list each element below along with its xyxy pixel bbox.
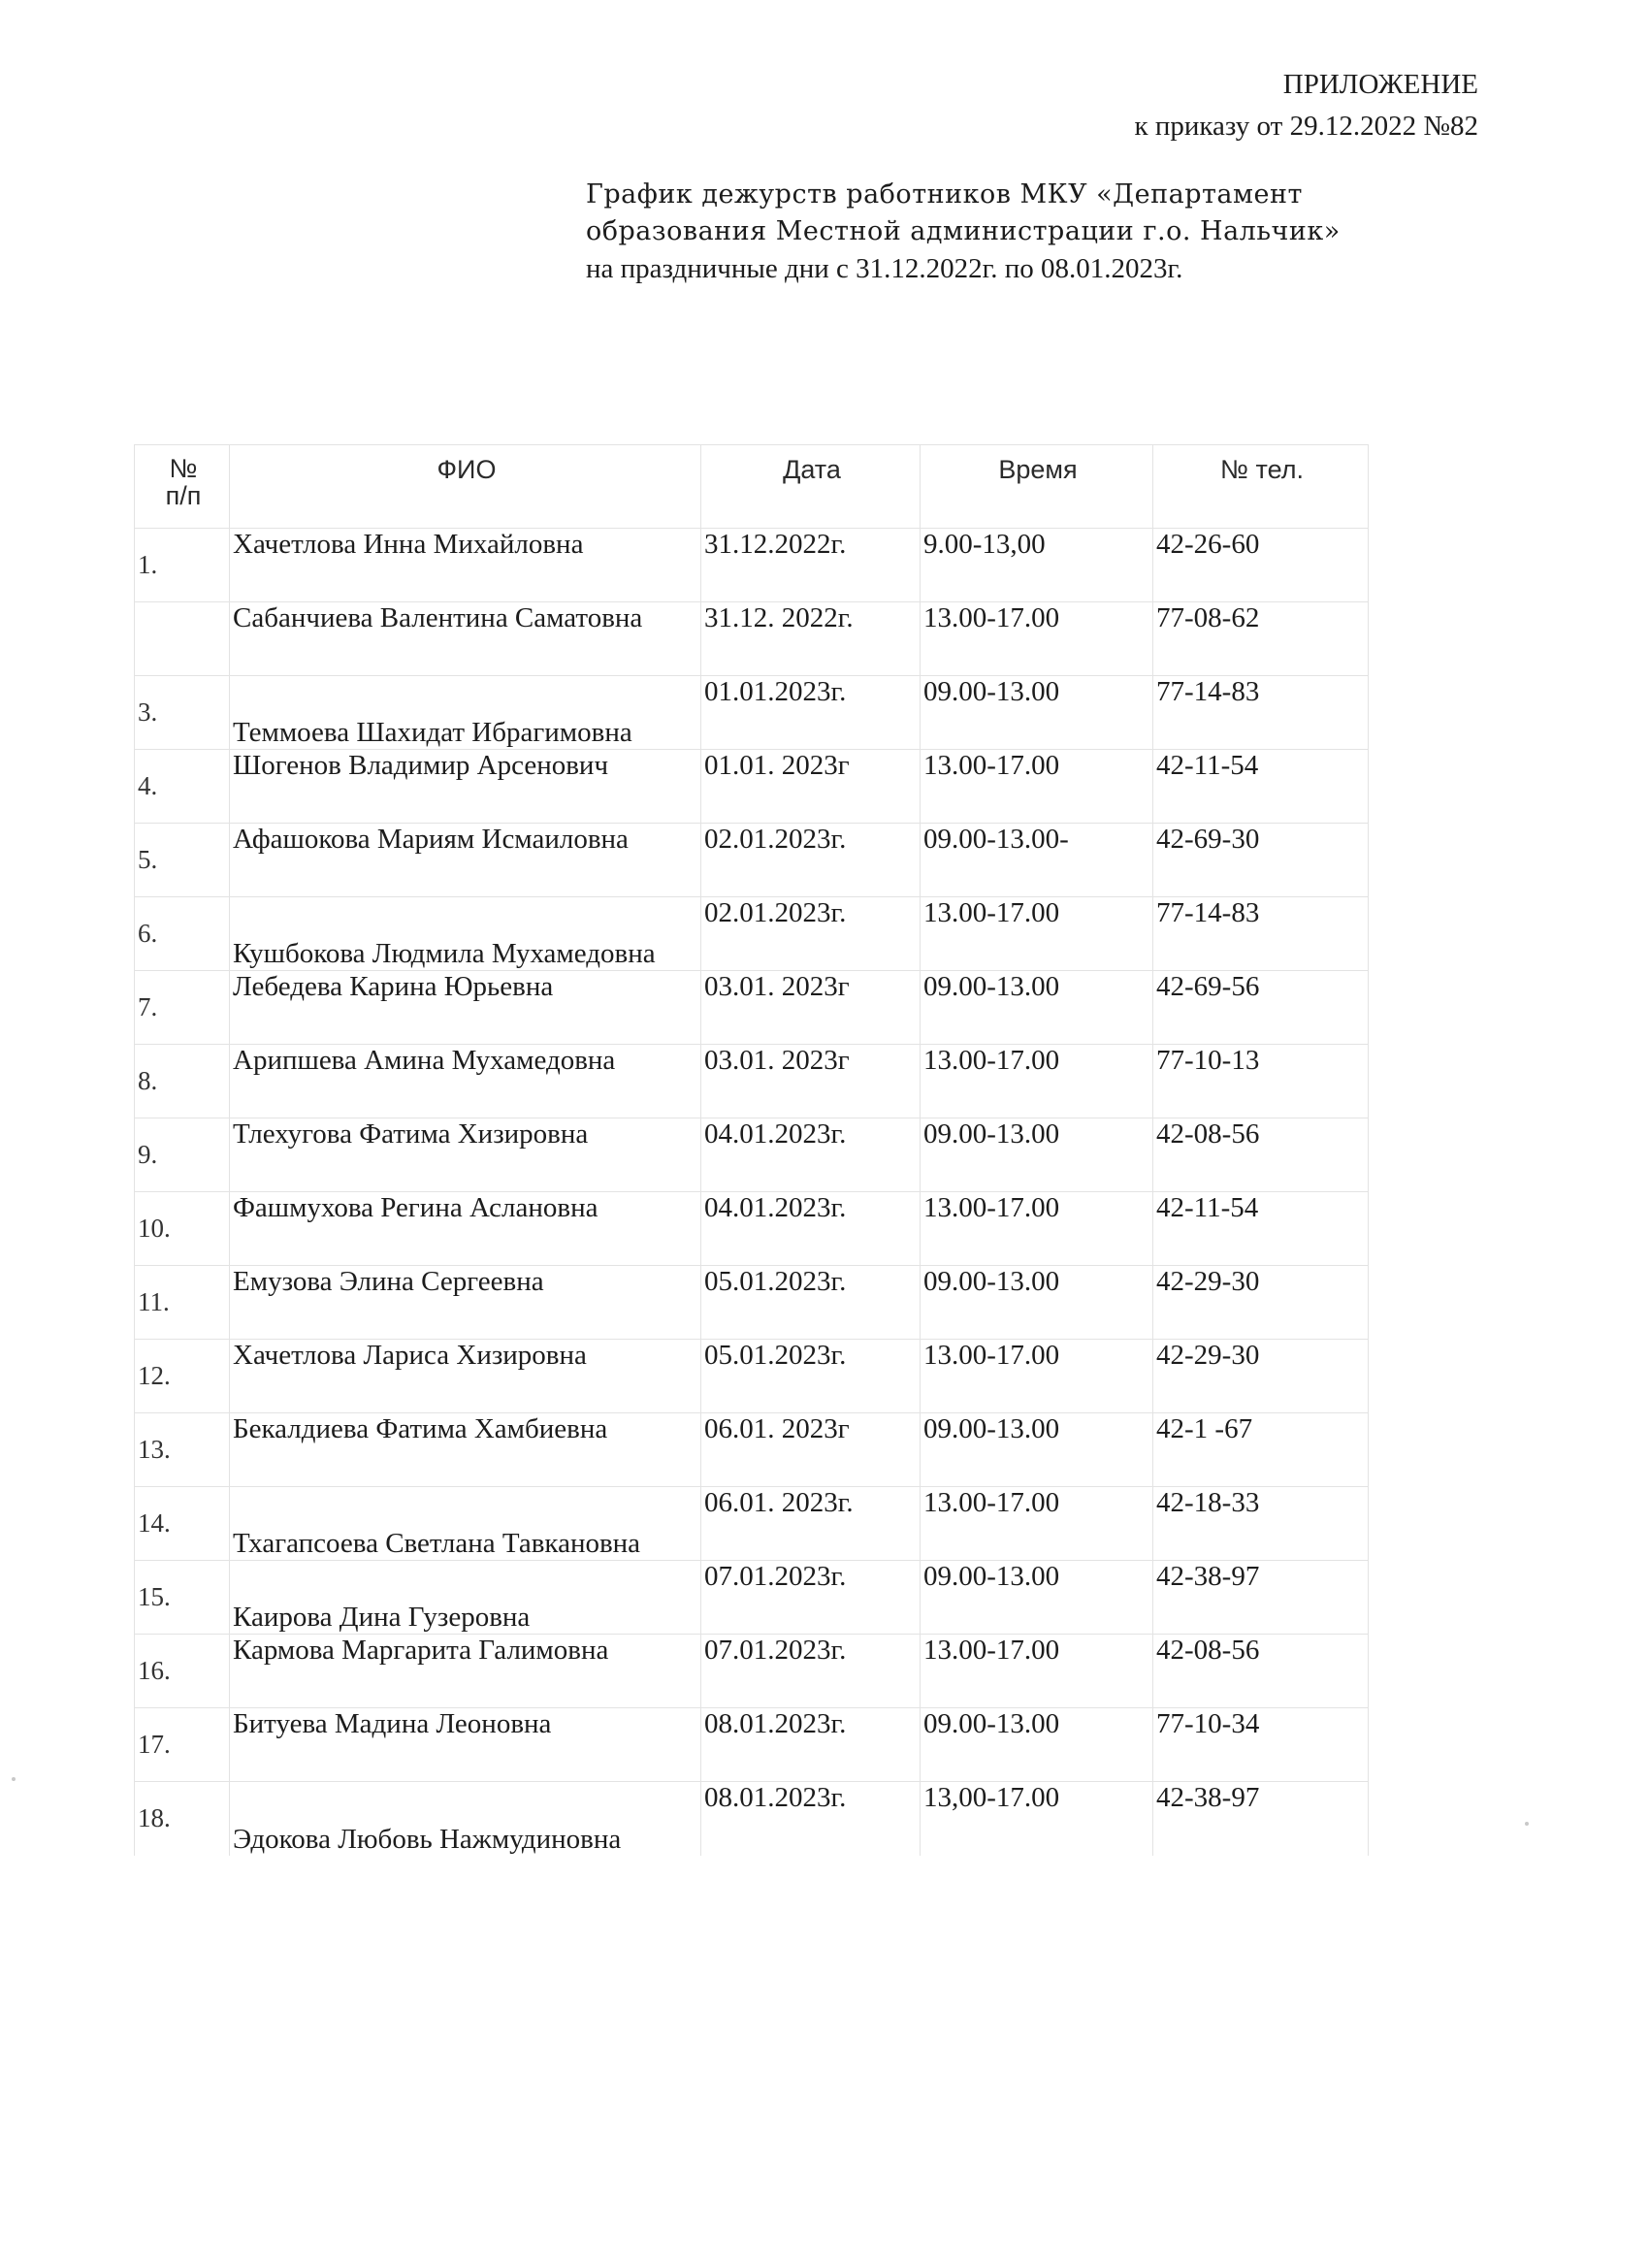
row-date: 02.01.2023г. (701, 897, 921, 971)
row-fio: Емузова Элина Сергеевна (230, 1266, 701, 1340)
row-tel: 77-10-34 (1153, 1708, 1369, 1782)
row-num: 16. (135, 1635, 230, 1708)
row-num: 12. (135, 1340, 230, 1413)
table-row (135, 1635, 1369, 1708)
row-date: 04.01.2023г. (701, 1192, 921, 1266)
row-tel: 42-26-60 (1153, 529, 1369, 602)
row-time: 9.00-13,00 (921, 529, 1153, 602)
row-time: 09.00-13.00 (921, 1266, 1153, 1340)
document-title (586, 177, 1341, 287)
row-time: 09.00-13.00- (921, 824, 1153, 897)
appendix-header (1135, 64, 1478, 147)
row-time: 13,00-17.00 (921, 1782, 1153, 1856)
row-time: 09.00-13.00 (921, 971, 1153, 1045)
row-fio: Каирова Дина Гузеровна (230, 1561, 701, 1635)
row-tel: 42-11-54 (1153, 1192, 1369, 1266)
row-fio: Фашмухова Регина Аслановна (230, 1192, 701, 1266)
row-date: 08.01.2023г. (701, 1708, 921, 1782)
row-tel: 42-18-33 (1153, 1487, 1369, 1561)
row-tel: 77-14-83 (1153, 897, 1369, 971)
row-tel: 42-69-56 (1153, 971, 1369, 1045)
header-tel: № тел. (1153, 445, 1369, 529)
table-row (135, 1561, 1369, 1635)
row-time: 09.00-13.00 (921, 1708, 1153, 1782)
row-time: 09.00-13.00 (921, 1413, 1153, 1487)
row-tel: 42-11-54 (1153, 750, 1369, 824)
header-num: № п/п (135, 445, 230, 529)
table-row (135, 1782, 1369, 1856)
row-num: 17. (135, 1708, 230, 1782)
table-header-row (135, 445, 1369, 529)
row-num: 1. (135, 529, 230, 602)
row-num: 15. (135, 1561, 230, 1635)
row-fio: Афашокова Мариям Исмаиловна (230, 824, 701, 897)
header-date: Дата (701, 445, 921, 529)
table-row (135, 1413, 1369, 1487)
row-date: 05.01.2023г. (701, 1340, 921, 1413)
table-row (135, 1340, 1369, 1413)
row-fio: Сабанчиева Валентина Саматовна (230, 602, 701, 676)
row-tel: 42-29-30 (1153, 1266, 1369, 1340)
scan-speck (1525, 1822, 1529, 1826)
table-row (135, 971, 1369, 1045)
row-tel: 77-08-62 (1153, 602, 1369, 676)
row-date: 07.01.2023г. (701, 1561, 921, 1635)
row-num: 18. (135, 1782, 230, 1856)
duty-schedule-table (134, 444, 1369, 1856)
row-date: 01.01. 2023г (701, 750, 921, 824)
row-fio: Лебедева Карина Юрьевна (230, 971, 701, 1045)
header-time: Время (921, 445, 1153, 529)
table-row (135, 676, 1369, 750)
row-num: 10. (135, 1192, 230, 1266)
row-time: 13.00-17.00 (921, 1340, 1153, 1413)
row-fio: Теммоева Шахидат Ибрагимовна (230, 676, 701, 750)
scan-speck (12, 1777, 16, 1781)
table-row (135, 897, 1369, 971)
title-line-2: образования Местной администрации г.о. Нальчик» (586, 216, 1341, 246)
row-time: 13.00-17.00 (921, 750, 1153, 824)
row-tel: 42-38-97 (1153, 1782, 1369, 1856)
row-num: 9. (135, 1118, 230, 1192)
row-time: 13.00-17.00 (921, 1487, 1153, 1561)
row-date: 31.12. 2022г. (701, 602, 921, 676)
row-tel: 42-69-30 (1153, 824, 1369, 897)
row-date: 31.12.2022г. (701, 529, 921, 602)
row-num: 13. (135, 1413, 230, 1487)
header-fio: ФИО (230, 445, 701, 529)
table-row (135, 1045, 1369, 1118)
row-tel: 42-08-56 (1153, 1635, 1369, 1708)
table-row (135, 1708, 1369, 1782)
row-time: 09.00-13.00 (921, 1118, 1153, 1192)
row-date: 02.01.2023г. (701, 824, 921, 897)
row-fio: Битуева Мадина Леоновна (230, 1708, 701, 1782)
row-tel: 77-14-83 (1153, 676, 1369, 750)
title-line-3: на праздничные дни с 31.12.2022г. по 08.01.2023г. (586, 253, 1183, 284)
row-num: 4. (135, 750, 230, 824)
row-date: 05.01.2023г. (701, 1266, 921, 1340)
row-num (135, 602, 230, 676)
appendix-label: ПРИЛОЖЕНИЕ (1282, 69, 1478, 100)
table-row (135, 1487, 1369, 1561)
row-num: 5. (135, 824, 230, 897)
row-date: 01.01.2023г. (701, 676, 921, 750)
row-date: 06.01. 2023г (701, 1413, 921, 1487)
row-num: 14. (135, 1487, 230, 1561)
row-fio: Кармова Маргарита Галимовна (230, 1635, 701, 1708)
row-date: 07.01.2023г. (701, 1635, 921, 1708)
table-row (135, 1192, 1369, 1266)
row-fio: Хачетлова Инна Михайловна (230, 529, 701, 602)
row-date: 08.01.2023г. (701, 1782, 921, 1856)
title-line-1: График дежурств работников МКУ «Департамент (586, 179, 1303, 210)
row-time: 09.00-13.00 (921, 1561, 1153, 1635)
table-row (135, 750, 1369, 824)
row-fio: Шогенов Владимир Арсенович (230, 750, 701, 824)
row-tel: 77-10-13 (1153, 1045, 1369, 1118)
row-fio: Тлехугова Фатима Хизировна (230, 1118, 701, 1192)
row-tel: 42-08-56 (1153, 1118, 1369, 1192)
appendix-order-ref: к приказу от 29.12.2022 №82 (1134, 111, 1478, 142)
row-date: 03.01. 2023г (701, 1045, 921, 1118)
row-time: 13.00-17.00 (921, 1635, 1153, 1708)
row-num: 6. (135, 897, 230, 971)
table-row (135, 824, 1369, 897)
row-fio: Арипшева Амина Мухамедовна (230, 1045, 701, 1118)
row-num: 11. (135, 1266, 230, 1340)
row-date: 03.01. 2023г (701, 971, 921, 1045)
row-fio: Хачетлова Лариса Хизировна (230, 1340, 701, 1413)
row-tel: 42-1 -67 (1153, 1413, 1369, 1487)
row-time: 09.00-13.00 (921, 676, 1153, 750)
row-tel: 42-29-30 (1153, 1340, 1369, 1413)
row-num: 8. (135, 1045, 230, 1118)
row-tel: 42-38-97 (1153, 1561, 1369, 1635)
row-fio: Кушбокова Людмила Мухамедовна (230, 897, 701, 971)
row-fio: Эдокова Любовь Нажмудиновна (230, 1782, 701, 1856)
row-fio: Тхагапсоева Светлана Тавкановна (230, 1487, 701, 1561)
table-row (135, 602, 1369, 676)
row-fio: Бекалдиева Фатима Хамбиевна (230, 1413, 701, 1487)
row-time: 13.00-17.00 (921, 897, 1153, 971)
row-time: 13.00-17.00 (921, 602, 1153, 676)
table-row (135, 1118, 1369, 1192)
row-num: 7. (135, 971, 230, 1045)
row-date: 04.01.2023г. (701, 1118, 921, 1192)
table-row (135, 1266, 1369, 1340)
row-time: 13.00-17.00 (921, 1045, 1153, 1118)
table-row (135, 529, 1369, 602)
row-date: 06.01. 2023г. (701, 1487, 921, 1561)
row-time: 13.00-17.00 (921, 1192, 1153, 1266)
row-num: 3. (135, 676, 230, 750)
